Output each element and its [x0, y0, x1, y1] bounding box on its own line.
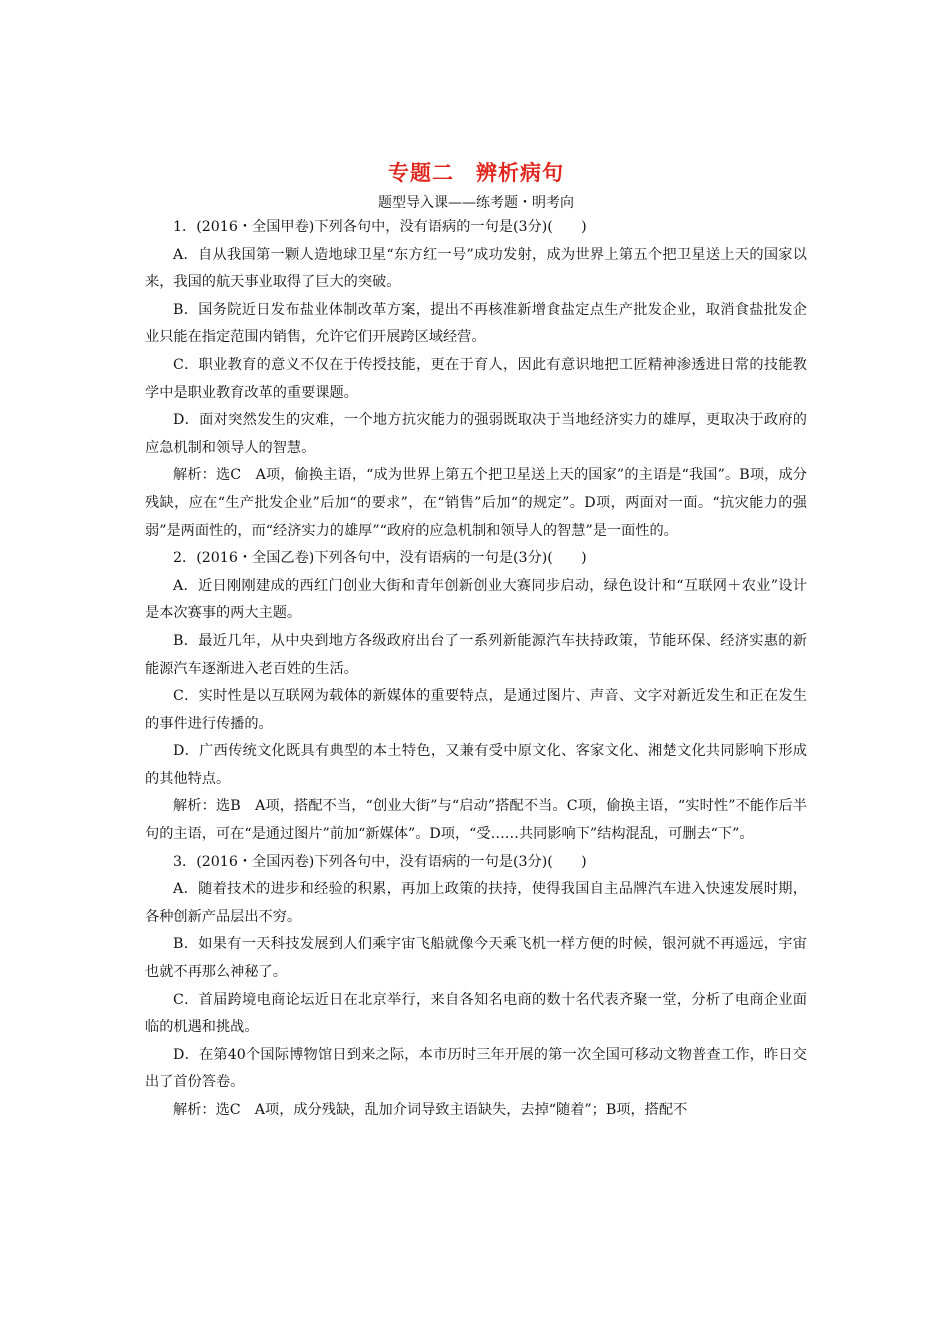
- question-2-option-b: B．最近几年，从中央到地方各级政府出台了一系列新能源汽车扶持政策，节能环保、经济实惠的新能源汽车逐渐进入老百姓的生活。: [145, 632, 807, 677]
- question-1-option-c: C．职业教育的意义不仅在于传授技能，更在于育人，因此有意识地把工匠精神渗透进日常的技能教学中是职业教育改革的重要课题。: [145, 356, 807, 401]
- question-2-option-d: D．广西传统文化既具有典型的本土特色，又兼有受中原文化、客家文化、湘楚文化共同影响下形成的其他特点。: [145, 743, 807, 787]
- question-1-option-d: D．面对突然发生的灾难，一个地方抗灾能力的强弱既取决于当地经济实力的雄厚，更取决于政府的应急机制和领导人的智慧。: [145, 412, 807, 456]
- question-3-option-d: D．在第40个国际博物馆日到来之际，本市历时三年开展的第一次全国可移动文物普查工作，昨日交出了首份答卷。: [145, 1046, 807, 1091]
- page-title: 专题二 辨析病句: [388, 161, 564, 185]
- question-1-option-b: B．国务院近日发布盐业体制改革方案，提出不再核准新增食盐定点生产批发企业，取消食盐批发企业只能在指定范围内销售，允许它们开展跨区域经营。: [145, 301, 807, 346]
- page-subtitle: 题型导入课——练考题・明考向: [378, 195, 574, 211]
- question-3-stem: 3．(2016・全国丙卷)下列各句中，没有语病的一句是(3分)( ): [173, 853, 587, 870]
- question-2-option-a: A．近日刚刚建成的西红门创业大街和青年创新创业大赛同步启动，绿色设计和“互联网＋农业”设计是本次赛事的两大主题。: [145, 577, 807, 622]
- document-body: [145, 214, 807, 1125]
- question-1-option-a: A．自从我国第一颗人造地球卫星“东方红一号”成功发射，成为世界上第五个把卫星送上天的国家以来，我国的航天事业取得了巨大的突破。: [145, 246, 807, 291]
- question-2-stem: 2．(2016・全国乙卷)下列各句中，没有语病的一句是(3分)( ): [173, 550, 587, 567]
- question-3-option-a: A．随着技术的进步和经验的积累，再加上政策的扶持，使得我国自主品牌汽车进入快速发展时期，各种创新产品层出不穷。: [145, 881, 807, 925]
- question-3-analysis: 解析：选C A项，成分残缺，乱加介词导致主语缺失，去掉“随着”；B项，搭配不: [173, 1102, 688, 1118]
- question-2-option-c: C．实时性是以互联网为载体的新媒体的重要特点，是通过图片、声音、文字对新近发生和正在发生的事件进行传播的。: [145, 688, 807, 732]
- question-2-analysis: 解析：选B A项，搭配不当，“创业大街”与“启动”搭配不当。C项，偷换主语，“实时性”不能作后半句的主语，可在“是通过图片”前加“新媒体”。D项，“受……共同影响下”结构混乱，可删去“下”。: [145, 798, 807, 843]
- question-3-option-c: C．首届跨境电商论坛近日在北京举行，来自各知名电商的数十名代表齐聚一堂，分析了电商企业面临的机遇和挑战。: [145, 991, 807, 1036]
- question-1-analysis: 解析：选C A项，偷换主语，“成为世界上第五个把卫星送上天的国家”的主语是“我国”。B项，成分残缺，应在“生产批发企业”后加“的要求”，在“销售”后加“的规定”。D项，两面对一面。“抗灾能力的强弱”是两面性的，而“经济实力的雄厚”“政府的应急机制和领导人的智慧”是一面性的。: [145, 467, 807, 539]
- question-1-stem: 1．(2016・全国甲卷)下列各句中，没有语病的一句是(3分)( ): [173, 219, 587, 235]
- question-3-option-b: B．如果有一天科技发展到人们乘宇宙飞船就像今天乘飞机一样方便的时候，银河就不再遥远，宇宙也就不再那么神秘了。: [145, 936, 807, 981]
